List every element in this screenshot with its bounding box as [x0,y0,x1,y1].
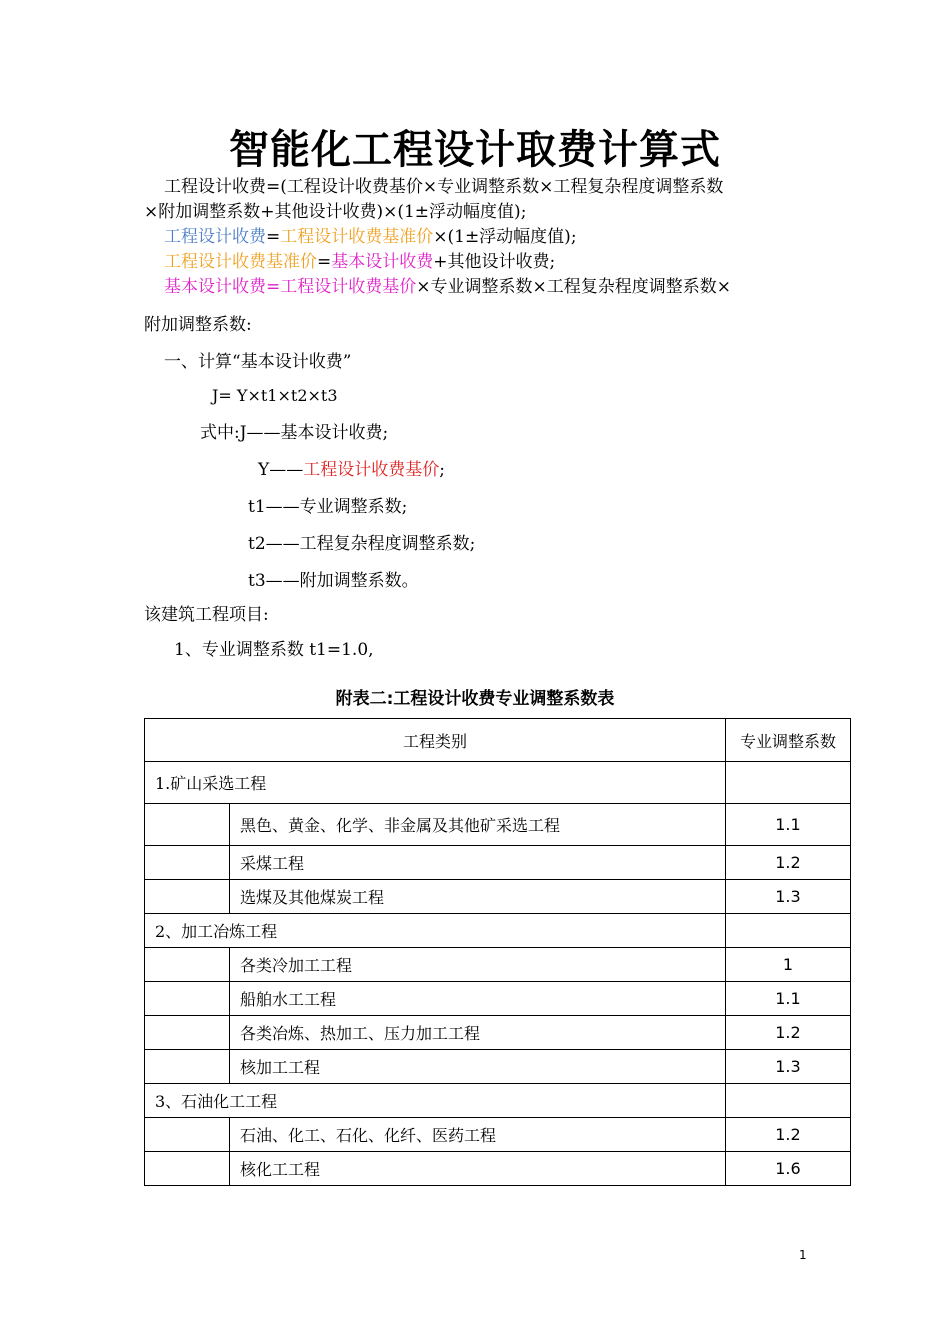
row-value: 1.3 [725,880,850,914]
section-heading: 一、计算“基本设计收费” [164,352,352,372]
row-name: 核化工工程 [230,1152,726,1186]
formula-line-1: 工程设计收费=(工程设计收费基价×专业调整系数×工程复杂程度调整系数 [164,177,724,197]
table-row [145,804,851,846]
equals-sign: = [266,227,281,247]
group-name: 3、石油化工工程 [145,1084,726,1118]
table-row [145,1152,851,1186]
table-row [145,880,851,914]
row-value: 1.6 [725,1152,850,1186]
project-label: 该建筑工程项目: [144,605,269,625]
formula-line-4 [164,250,555,274]
table-group-row [145,914,851,948]
definition-y [258,458,445,482]
project-item-1: 1、专业调整系数 t1=1.0, [174,640,374,660]
equals-sign: = [317,252,332,272]
indent-cell [145,880,230,914]
row-name: 各类冶炼、热加工、压力加工工程 [230,1016,726,1050]
row-name: 采煤工程 [230,846,726,880]
table-row [145,1118,851,1152]
formula-rest: +其他设计收费; [433,252,556,272]
indent-cell [145,948,230,982]
formula-rest: ×(1±浮动幅度值); [433,227,577,247]
row-value: 1.1 [725,982,850,1016]
table-row [145,1016,851,1050]
table-row [145,846,851,880]
definition-t2: t2——工程复杂程度调整系数; [248,534,476,554]
definition-t1: t1——专业调整系数; [248,497,408,517]
row-value: 1.3 [725,1050,850,1084]
term-fee-base-price: 工程设计收费基准价 [164,252,317,272]
group-value-cell [725,762,850,804]
term-fee-unit-price: =工程设计收费基价 [266,277,417,297]
indent-cell [145,804,230,846]
group-value-cell [725,914,850,948]
group-name: 2、加工冶炼工程 [145,914,726,948]
term-basic-design-fee: 基本设计收费 [164,277,266,297]
indent-cell [145,1118,230,1152]
indent-cell [145,1050,230,1084]
indent-cell [145,982,230,1016]
indent-cell [145,1152,230,1186]
formula-line-2: ×附加调整系数+其他设计收费)×(1±浮动幅度值); [144,202,527,222]
group-value-cell [725,1084,850,1118]
row-name: 选煤及其他煤炭工程 [230,880,726,914]
term-fee-base-price: 工程设计收费基准价 [280,227,434,247]
term-fee-unit-price: 工程设计收费基价 [303,460,440,480]
page-number: 1 [799,1248,807,1262]
indent-cell [145,1016,230,1050]
row-value: 1.2 [725,1016,850,1050]
formula-line-6: 附加调整系数: [144,315,252,335]
row-name: 黑色、黄金、化学、非金属及其他矿采选工程 [230,804,726,846]
formula-line-5 [164,275,731,299]
table-caption: 附表二:工程设计收费专业调整系数表 [335,689,615,709]
header-category: 工程类别 [145,719,726,762]
table-row [145,1050,851,1084]
row-value: 1 [725,948,850,982]
table-row [145,948,851,982]
group-name: 1.矿山采选工程 [145,762,726,804]
definition-j: 式中:J——基本设计收费; [200,423,389,443]
row-value: 1.2 [725,1118,850,1152]
row-name: 核加工工程 [230,1050,726,1084]
definition-y-end: ; [439,460,445,480]
term-basic-design-fee: 基本设计收费 [331,252,434,272]
definition-t3: t3——附加调整系数。 [248,571,419,591]
table-group-row [145,1084,851,1118]
definition-y-symbol: Y—— [258,460,304,480]
row-name: 各类冷加工工程 [230,948,726,982]
row-value: 1.1 [725,804,850,846]
table-header-row [145,719,851,762]
formula-rest: ×专业调整系数×工程复杂程度调整系数× [416,277,731,297]
row-value: 1.2 [725,846,850,880]
indent-cell [145,846,230,880]
equation: J= Y×t1×t2×t3 [212,386,338,405]
table-group-row [145,762,851,804]
table-row [145,982,851,1016]
row-name: 船舶水工工程 [230,982,726,1016]
row-name: 石油、化工、石化、化纤、医药工程 [230,1118,726,1152]
term-design-fee: 工程设计收费 [164,227,266,247]
page-title: 智能化工程设计取费计算式 [229,127,721,173]
header-coefficient: 专业调整系数 [725,719,850,762]
coefficient-table [144,718,851,1186]
formula-line-3 [164,225,577,249]
